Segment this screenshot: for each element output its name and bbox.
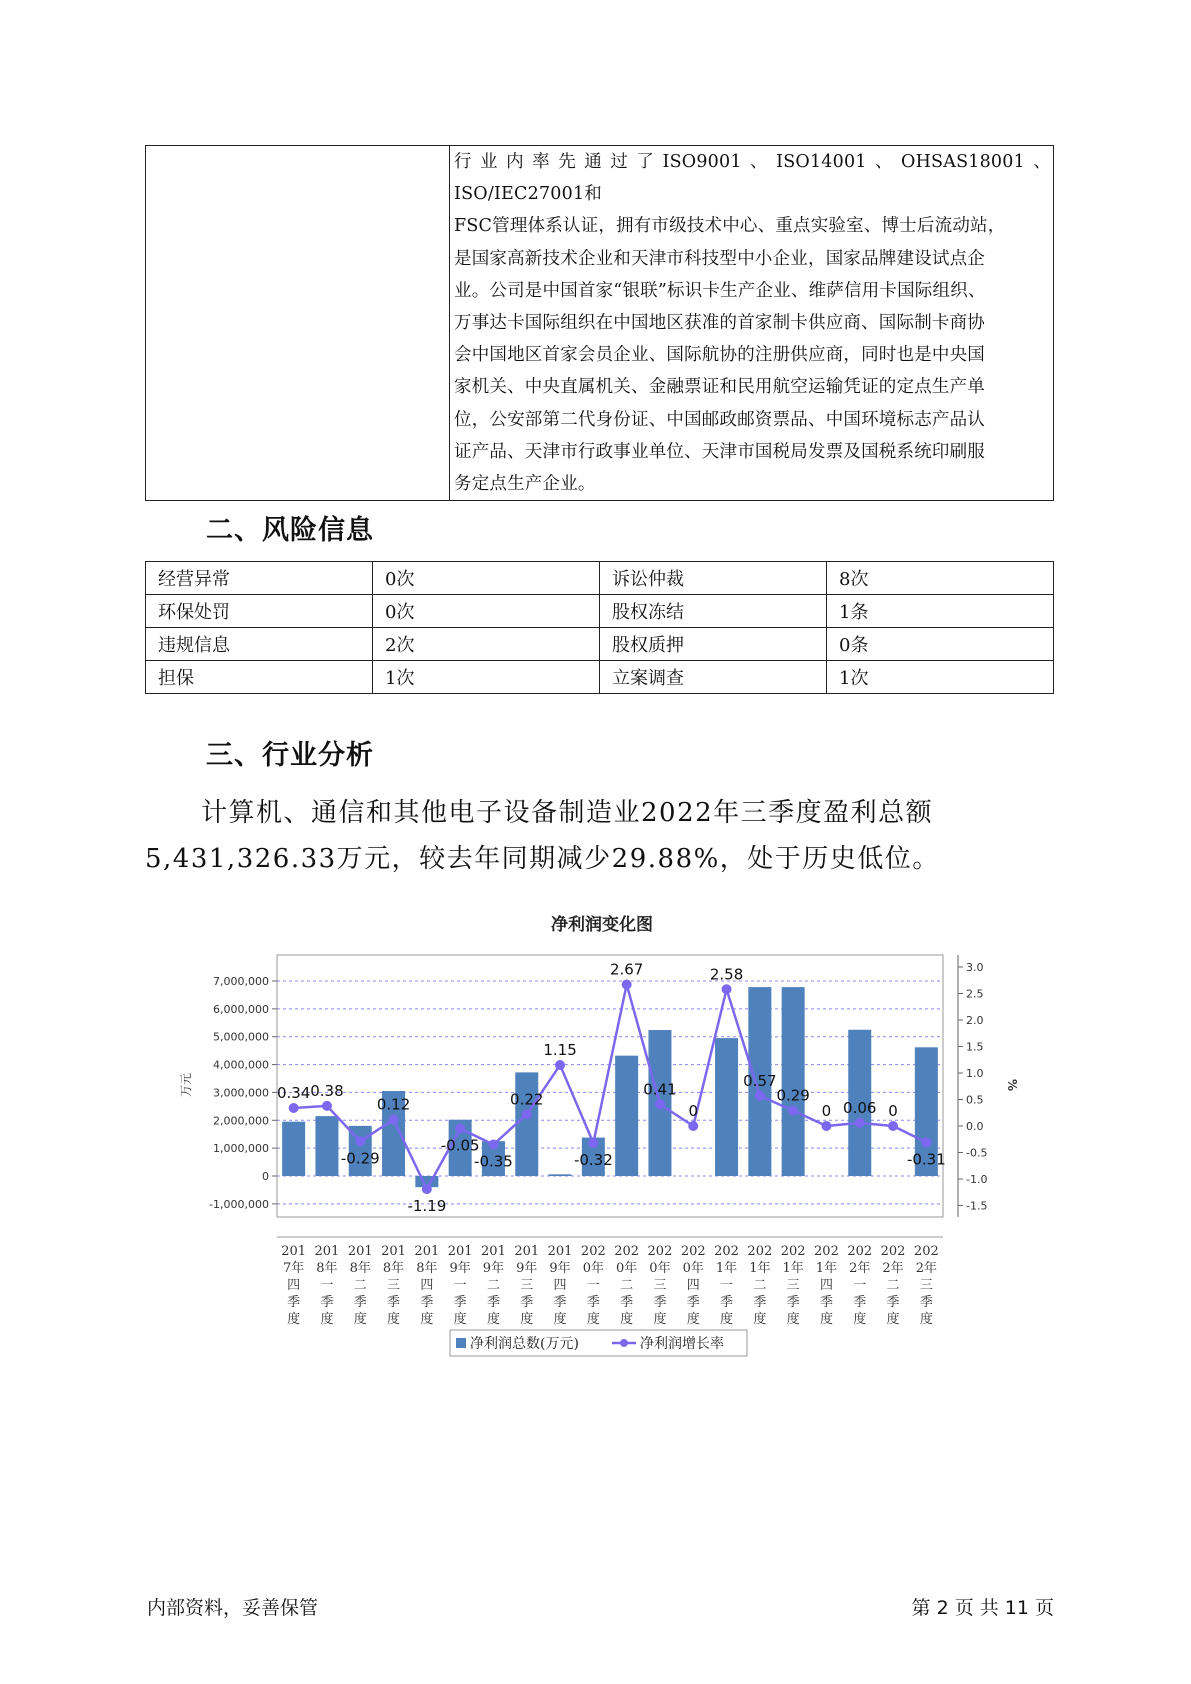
y-left-tick-label: 7,000,000 bbox=[213, 975, 269, 988]
x-tick-label: 一 bbox=[853, 1278, 867, 1293]
footer-confidential: 内部资料，妥善保管 bbox=[147, 1597, 319, 1619]
x-tick-label: 1年 bbox=[715, 1261, 738, 1276]
company-intro-text: 行业内率先通过了ISO9001、ISO14001、OHSAS18001、ISO/IEC27001和 FSC管理体系认证，拥有市级技术中心、重点实验室、博士后流动站， 是国家高新技术企业和天津市科技型中小企业，国家品牌建设试点企 业。公司是中国首家“银联”标识卡生产企业、维萨信用卡国际组织、 万事达卡国际组织在中国地区获准的首家制卡供应商、国际制卡商协 会中国地区首家会员企业、国际航协的注册供应商，同时也是中央国 家机关、中央直属机关、金融票证和民用航空运输凭证的定点生产单 位，公安部第二代身份证、中国邮政邮资票品、中国环境标志产品认 证产品、天津市行政事业单位、天津市国税局发票及国税系统印刷服 务定点生产企业。 bbox=[454, 152, 1051, 495]
x-tick-label: 201 bbox=[347, 1244, 373, 1259]
x-tick-label: 201 bbox=[514, 1244, 540, 1259]
growth-rate-point bbox=[322, 1101, 332, 1111]
data-label: 0.34 bbox=[276, 1083, 311, 1102]
y-left-tick-label: 4,000,000 bbox=[213, 1058, 269, 1072]
data-label: -0.05 bbox=[440, 1136, 480, 1155]
y-left-tick-label: -1,000,000 bbox=[209, 1197, 269, 1211]
x-tick-label: 季 bbox=[353, 1295, 367, 1310]
y-left-tick-label: 3,000,000 bbox=[213, 1086, 269, 1100]
risk-label: 担保 bbox=[146, 661, 373, 694]
x-tick-label: 7年 bbox=[283, 1261, 305, 1276]
x-tick-label: 二 bbox=[886, 1278, 900, 1293]
data-label: -0.32 bbox=[573, 1150, 613, 1169]
growth-rate-point bbox=[488, 1140, 498, 1150]
legend-label-line: 净利润增长率 bbox=[640, 1336, 724, 1352]
x-tick-label: 度 bbox=[320, 1312, 334, 1327]
growth-rate-point bbox=[588, 1138, 598, 1148]
data-label: 0.38 bbox=[310, 1081, 344, 1100]
legend-swatch-bars bbox=[456, 1338, 466, 1348]
risk-label: 诉讼仲裁 bbox=[600, 562, 827, 595]
x-tick-label: 202 bbox=[913, 1244, 939, 1259]
chart-title: 净利润变化图 bbox=[551, 915, 653, 935]
x-tick-label: 度 bbox=[753, 1312, 767, 1327]
x-tick-label: 0年 bbox=[616, 1261, 638, 1276]
growth-rate-point bbox=[921, 1137, 931, 1147]
data-label: -1.19 bbox=[407, 1197, 447, 1216]
growth-rate-point bbox=[622, 979, 632, 989]
y-right-tick-label: 2.0 bbox=[966, 1014, 984, 1027]
growth-rate-point bbox=[722, 984, 732, 994]
x-tick-label: 度 bbox=[586, 1312, 600, 1327]
data-label: 0 bbox=[888, 1102, 898, 1120]
risk-value: 8次 bbox=[827, 562, 1054, 595]
x-tick-label: 201 bbox=[381, 1244, 406, 1259]
data-label: 1.15 bbox=[543, 1041, 577, 1060]
x-tick-label: 9年 bbox=[549, 1261, 571, 1276]
x-tick-label: 9年 bbox=[516, 1261, 538, 1276]
risk-value: 0次 bbox=[373, 562, 600, 595]
growth-rate-point bbox=[289, 1103, 299, 1113]
y-right-tick-label: 0.5 bbox=[966, 1093, 984, 1107]
y-left-tick-label: 1,000,000 bbox=[213, 1142, 269, 1156]
x-tick-label: 一 bbox=[586, 1278, 600, 1293]
x-tick-label: 度 bbox=[919, 1312, 933, 1327]
growth-rate-point bbox=[655, 1099, 665, 1109]
x-tick-label: 季 bbox=[853, 1295, 867, 1310]
bar bbox=[715, 1038, 738, 1176]
y-left-tick-label: 0 bbox=[262, 1170, 269, 1183]
data-label: 0.29 bbox=[776, 1086, 810, 1105]
risk-label: 违规信息 bbox=[146, 628, 373, 661]
bar bbox=[549, 1174, 572, 1176]
x-tick-label: 202 bbox=[814, 1244, 839, 1259]
x-tick-label: 度 bbox=[520, 1312, 534, 1327]
x-tick-label: 0年 bbox=[582, 1261, 604, 1276]
x-tick-label: 季 bbox=[620, 1295, 634, 1310]
x-tick-label: 1年 bbox=[749, 1261, 771, 1276]
x-tick-label: 201 bbox=[547, 1244, 573, 1259]
x-tick-label: 度 bbox=[287, 1312, 301, 1327]
growth-rate-point bbox=[522, 1109, 532, 1119]
x-tick-label: 8年 bbox=[316, 1261, 338, 1276]
x-tick-label: 202 bbox=[614, 1244, 640, 1259]
y-right-tick-label: 1.0 bbox=[966, 1067, 984, 1080]
data-label: 0.22 bbox=[510, 1090, 544, 1109]
footer-page-number: 第 2 页 共 11 页 bbox=[911, 1597, 1054, 1619]
x-tick-label: 度 bbox=[620, 1312, 634, 1327]
x-tick-label: 202 bbox=[780, 1244, 806, 1259]
x-tick-label: 202 bbox=[647, 1244, 673, 1259]
growth-rate-point bbox=[422, 1184, 432, 1194]
x-tick-label: 202 bbox=[680, 1244, 706, 1259]
x-tick-label: 202 bbox=[747, 1244, 773, 1259]
y-right-tick-label: 3.0 bbox=[966, 961, 984, 974]
x-tick-label: 2年 bbox=[915, 1261, 937, 1276]
x-tick-label: 2年 bbox=[849, 1261, 871, 1276]
x-tick-label: 度 bbox=[786, 1312, 800, 1327]
section-industry-title: 三、行业分析 bbox=[206, 740, 374, 771]
data-label: 0 bbox=[821, 1102, 832, 1120]
x-tick-label: 一 bbox=[320, 1278, 334, 1293]
x-tick-label: 四 bbox=[686, 1278, 700, 1293]
x-tick-label: 季 bbox=[486, 1295, 500, 1310]
x-tick-label: 1年 bbox=[815, 1261, 838, 1276]
risk-label: 股权冻结 bbox=[600, 595, 827, 628]
x-tick-label: 8年 bbox=[349, 1261, 371, 1276]
growth-rate-point bbox=[755, 1091, 765, 1101]
bar bbox=[282, 1122, 305, 1176]
data-label: -0.35 bbox=[474, 1152, 513, 1171]
x-tick-label: 二 bbox=[486, 1278, 500, 1293]
y-left-axis-label: 万元 bbox=[179, 1072, 193, 1098]
x-tick-label: 季 bbox=[819, 1295, 833, 1310]
x-tick-label: 度 bbox=[353, 1312, 367, 1327]
x-tick-label: 季 bbox=[720, 1295, 734, 1310]
data-label: 0.12 bbox=[376, 1095, 411, 1114]
y-right-tick-label: 0.0 bbox=[966, 1120, 984, 1133]
x-tick-label: 三 bbox=[786, 1278, 800, 1293]
x-tick-label: 季 bbox=[420, 1295, 434, 1310]
x-tick-label: 1年 bbox=[782, 1261, 804, 1276]
x-tick-label: 度 bbox=[653, 1312, 667, 1327]
x-tick-label: 度 bbox=[387, 1312, 401, 1327]
x-tick-label: 0年 bbox=[649, 1261, 671, 1276]
data-label: 2.67 bbox=[609, 960, 644, 979]
legend-label-bars: 净利润总数(万元) bbox=[470, 1336, 579, 1352]
risk-value: 1次 bbox=[373, 661, 600, 694]
x-tick-label: 度 bbox=[819, 1312, 833, 1327]
x-tick-label: 季 bbox=[786, 1295, 800, 1310]
risk-value: 1次 bbox=[827, 661, 1054, 694]
data-label: 0.06 bbox=[843, 1098, 877, 1117]
plot-area-frame bbox=[277, 955, 943, 1217]
x-tick-label: 季 bbox=[586, 1295, 600, 1310]
x-tick-label: 季 bbox=[653, 1295, 667, 1310]
growth-rate-point bbox=[389, 1115, 399, 1125]
growth-rate-point bbox=[855, 1118, 865, 1128]
y-left-tick-label: 2,000,000 bbox=[213, 1114, 269, 1128]
x-tick-label: 8年 bbox=[416, 1261, 438, 1276]
risk-value: 1条 bbox=[827, 595, 1054, 628]
bar bbox=[515, 1072, 538, 1176]
x-tick-label: 8年 bbox=[382, 1261, 405, 1276]
x-tick-label: 度 bbox=[453, 1312, 467, 1327]
x-tick-label: 201 bbox=[414, 1244, 440, 1259]
x-tick-label: 三 bbox=[387, 1278, 401, 1293]
growth-rate-point bbox=[455, 1124, 465, 1134]
x-tick-label: 度 bbox=[486, 1312, 500, 1327]
x-tick-label: 202 bbox=[580, 1244, 606, 1259]
bar bbox=[782, 987, 805, 1176]
risk-label: 股权质押 bbox=[600, 628, 827, 661]
x-tick-label: 二 bbox=[353, 1278, 367, 1293]
x-tick-label: 9年 bbox=[482, 1261, 505, 1276]
x-tick-label: 201 bbox=[314, 1244, 340, 1259]
data-label: 0 bbox=[688, 1102, 699, 1120]
x-tick-label: 201 bbox=[481, 1244, 506, 1259]
risk-value: 2次 bbox=[373, 628, 600, 661]
x-tick-label: 季 bbox=[886, 1295, 900, 1310]
risk-label: 经营异常 bbox=[146, 562, 373, 595]
risk-value: 0次 bbox=[373, 595, 600, 628]
x-tick-label: 201 bbox=[447, 1244, 473, 1259]
x-tick-label: 202 bbox=[847, 1244, 873, 1259]
x-tick-label: 度 bbox=[553, 1312, 567, 1327]
y-left-tick-label: 6,000,000 bbox=[213, 1002, 269, 1016]
y-right-axis-label: % bbox=[1005, 1078, 1019, 1092]
section-risk-title: 二、风险信息 bbox=[206, 515, 374, 546]
risk-label: 环保处罚 bbox=[146, 595, 373, 628]
x-tick-label: 季 bbox=[320, 1295, 334, 1310]
x-tick-label: 四 bbox=[553, 1278, 567, 1293]
x-tick-label: 一 bbox=[453, 1278, 467, 1293]
y-left-tick-label: 5,000,000 bbox=[213, 1030, 269, 1044]
x-tick-label: 季 bbox=[686, 1295, 700, 1310]
x-tick-label: 度 bbox=[853, 1312, 867, 1327]
data-label: -0.31 bbox=[906, 1150, 946, 1169]
x-tick-label: 201 bbox=[281, 1244, 307, 1259]
x-tick-label: 季 bbox=[453, 1295, 467, 1310]
risk-value: 0条 bbox=[827, 628, 1054, 661]
data-label: 0.41 bbox=[643, 1080, 677, 1099]
x-tick-label: 0年 bbox=[682, 1261, 704, 1276]
growth-rate-point bbox=[355, 1136, 365, 1146]
data-label: -0.29 bbox=[340, 1149, 380, 1168]
legend-swatch-point bbox=[620, 1339, 628, 1347]
y-right-tick-label: -0.5 bbox=[966, 1146, 988, 1160]
x-tick-label: 季 bbox=[553, 1295, 567, 1310]
x-tick-label: 季 bbox=[753, 1295, 767, 1310]
x-tick-label: 三 bbox=[653, 1278, 667, 1293]
x-tick-label: 三 bbox=[919, 1278, 933, 1293]
x-tick-label: 度 bbox=[720, 1312, 734, 1327]
x-tick-label: 季 bbox=[520, 1295, 534, 1310]
analysis-line-2: 5,431,326.33万元，较去年同期减少29.88%，处于历史低位。 bbox=[145, 844, 940, 874]
x-tick-label: 三 bbox=[520, 1278, 534, 1293]
x-tick-label: 季 bbox=[919, 1295, 933, 1310]
x-tick-label: 季 bbox=[387, 1295, 401, 1310]
x-tick-label: 四 bbox=[819, 1278, 833, 1293]
bar bbox=[615, 1056, 638, 1176]
x-tick-label: 202 bbox=[714, 1244, 739, 1259]
y-right-tick-label: 1.5 bbox=[966, 1040, 984, 1054]
x-tick-label: 二 bbox=[753, 1278, 767, 1293]
growth-rate-point bbox=[688, 1121, 698, 1131]
x-tick-label: 度 bbox=[886, 1312, 900, 1327]
growth-rate-point bbox=[788, 1106, 798, 1116]
x-tick-label: 2年 bbox=[882, 1261, 904, 1276]
bar bbox=[315, 1116, 338, 1176]
risk-label: 立案调查 bbox=[600, 661, 827, 694]
data-label: 0.57 bbox=[743, 1071, 777, 1090]
x-tick-label: 四 bbox=[420, 1278, 434, 1293]
y-right-tick-label: -1.5 bbox=[966, 1199, 988, 1213]
x-tick-label: 202 bbox=[880, 1244, 906, 1259]
growth-rate-point bbox=[888, 1121, 898, 1131]
x-tick-label: 季 bbox=[287, 1295, 301, 1310]
data-label: 2.58 bbox=[709, 965, 744, 984]
y-right-tick-label: -1.0 bbox=[966, 1173, 988, 1186]
x-tick-label: 二 bbox=[620, 1278, 634, 1293]
y-right-tick-label: 2.5 bbox=[966, 987, 984, 1001]
x-tick-label: 9年 bbox=[449, 1261, 471, 1276]
x-tick-label: 一 bbox=[720, 1278, 734, 1293]
growth-rate-point bbox=[821, 1121, 831, 1131]
x-tick-label: 度 bbox=[686, 1312, 700, 1327]
x-tick-label: 度 bbox=[420, 1312, 434, 1327]
x-tick-label: 四 bbox=[287, 1278, 301, 1293]
analysis-line-1: 计算机、通信和其他电子设备制造业2022年三季度盈利总额 bbox=[201, 798, 934, 828]
growth-rate-point bbox=[555, 1060, 565, 1070]
